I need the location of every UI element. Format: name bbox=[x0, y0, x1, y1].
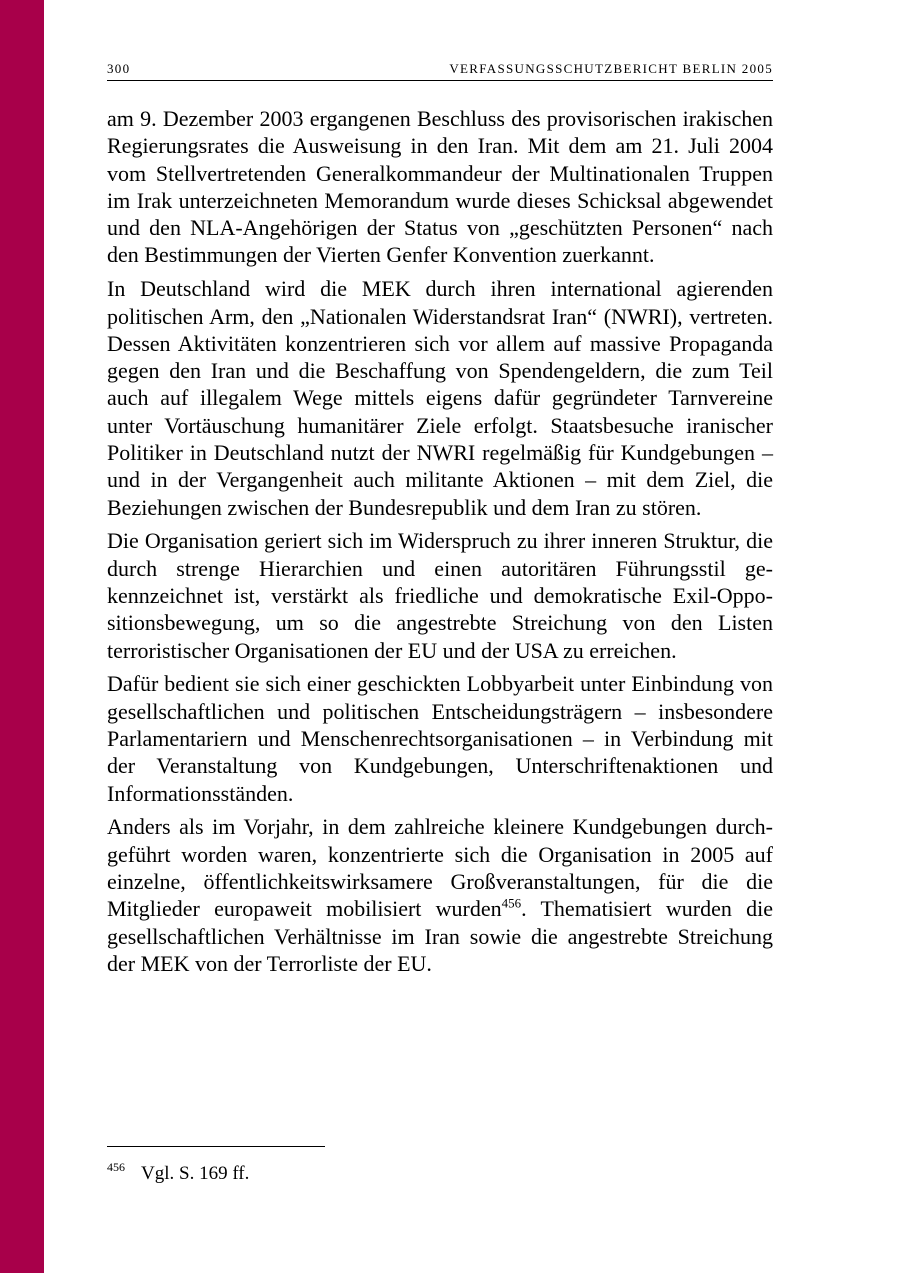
body-text bbox=[107, 105, 773, 984]
paragraph-5-text-b: . Thematisiert wurden die gesellschaftlichen Verhältnisse im Iran sowie die angestrebte Streichung der MEK von der Terrorliste der EU. bbox=[107, 896, 774, 976]
paragraph-1: am 9. Dezember 2003 ergangenen Beschluss des provisorischen irakischen Regierungsrates die Ausweisung in den Iran. Mit dem am 21. Juli 2004 vom Stellvertretenden Generalkommandeur der Multinationalen Truppen im Irak unterzeichneten Memorandum wurde dieses Schicksal abgewendet und den NLA-Angehörigen der Status von „geschützten Personen“ nach den Bestimmungen der Vierten Genfer Konvention zuerkannt. bbox=[107, 106, 773, 268]
paragraph-4: Dafür bedient sie sich einer geschickten Lobbyarbeit unter Einbindung von gesellschaftlichen und politischen Entscheidungsträgern – insbesondere Parlamentariern und Menschenrechtsorganisationen – in Verbindung mit der Veranstaltung von Kundgebungen, Unterschriftenaktionen und Informationsständen. bbox=[107, 671, 773, 806]
page-header bbox=[107, 61, 773, 77]
side-color-bar bbox=[0, 0, 44, 1273]
paragraph-2: In Deutschland wird die MEK durch ihren international agierenden politischen Arm, den „Nationalen Widerstandsrat Iran“ (NWRI), vertreten. Dessen Aktivitäten konzentrieren sich vor allem auf massive Propaganda gegen den Iran und die Beschaffung von Spendengeldern, die zum Teil auch auf illegalem Wege mittels eigens dafür gegründeter Tarnvereine unter Vortäuschung humanitärer Ziele erfolgt. Staatsbesuche iranischer Politiker in Deutschland nutzt der NWRI regelmäßig für Kundgebungen – und in der Vergangenheit auch militante Aktionen – mit dem Ziel, die Beziehungen zwischen der Bundesrepublik und dem Iran zu stören. bbox=[107, 276, 773, 520]
page-number: 300 bbox=[107, 61, 131, 76]
running-title: VERFASSUNGSSCHUTZBERICHT BERLIN 2005 bbox=[449, 61, 773, 76]
header-rule bbox=[107, 80, 773, 81]
paragraph-3: Die Organisation geriert sich im Widerspruch zu ihrer inneren Struktur, die durch strenge Hierarchien und einen autoritären Führungsstil gekennzeichnet ist, verstärkt als friedliche und demokratische Exil-Oppositionsbewegung, um so die angestrebte Streichung von den Listen terroristischer Organisationen der EU und der USA zu erreichen. bbox=[107, 528, 773, 663]
paragraph-5 bbox=[107, 813, 773, 977]
paragraph-5-text-a: Anders als im Vorjahr, in dem zahlreiche kleinere Kundgebungen durchgeführt worden waren, konzentrierte sich die Organisation in 2005 auf einzelne, öffentlichkeitswirksamere Großveranstaltungen, für die die Mitglieder europaweit mobilisiert wurden bbox=[107, 814, 773, 922]
footnote-reference[interactable]: 456 bbox=[501, 895, 522, 911]
footnote-number: 456 bbox=[107, 1160, 125, 1174]
footnote-text: Vgl. S. 169 ff. bbox=[141, 1163, 250, 1184]
footnote-rule bbox=[107, 1146, 325, 1147]
footnote bbox=[107, 1162, 773, 1187]
